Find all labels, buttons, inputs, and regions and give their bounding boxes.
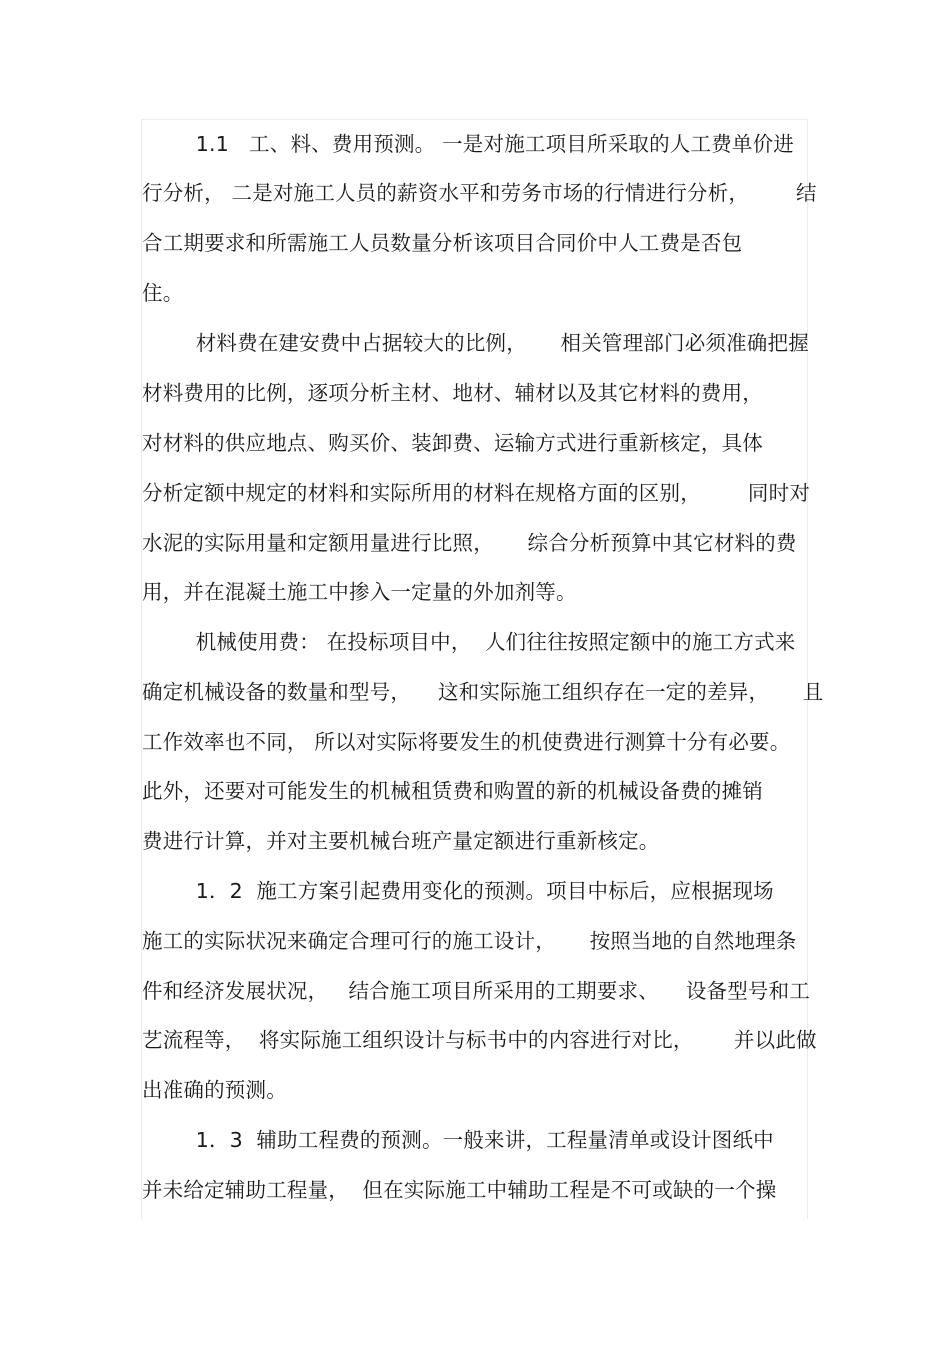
text-line: 合工期要求和所需施工人员数量分析该项目合同价中人工费是否包 xyxy=(142,231,743,255)
text-line: 水泥的实际用量和定额用量进行比照， 综合分析预算中其它材料的费 xyxy=(142,531,797,555)
text-line: 住。 xyxy=(142,281,184,305)
text-line: 费进行计算，并对主要机械台班产量定额进行重新核定。 xyxy=(142,829,660,853)
document-page xyxy=(141,119,824,1219)
text-line: 材料费在建安费中占据较大的比例， 相关管理部门必须准确把握 xyxy=(142,331,809,355)
text-line: 对材料的供应地点、购买价、装卸费、运输方式进行重新核定，具体 xyxy=(142,431,763,455)
text-line: 1．2 施工方案引起费用变化的预测。项目中标后，应根据现场 xyxy=(142,879,774,903)
text-line: 分析定额中规定的材料和实际所用的材料在规格方面的区别， 同时对 xyxy=(142,481,811,505)
text-line: 工作效率也不同， 所以对实际将要发生的机使费进行测算十分有必要。 xyxy=(142,730,791,754)
text-line: 1．3 辅助工程费的预测。一般来讲，工程量清单或设计图纸中 xyxy=(142,1128,774,1152)
text-line: 1.1 工、料、费用预测。 一是对施工项目所采取的人工费单价进 xyxy=(142,132,794,156)
text-line: 机械使用费： 在投标项目中， 人们往往按照定额中的施工方式来 xyxy=(142,630,796,654)
text-line: 件和经济发展状况， 结合施工项目所采用的工期要求、 设备型号和工 xyxy=(142,979,811,1003)
text-line: 材料费用的比例，逐项分析主材、地材、辅材以及其它材料的费用， xyxy=(142,381,763,405)
text-line: 用，并在混凝土施工中掺入一定量的外加剂等。 xyxy=(142,580,577,604)
text-line: 施工的实际状况来确定合理可行的施工设计， 按照当地的自然地理条 xyxy=(142,929,797,953)
text-line: 确定机械设备的数量和型号， 这和实际施工组织存在一定的差异， 且 xyxy=(142,680,824,704)
text-line: 并未给定辅助工程量， 但在实际施工中辅助工程是不可或缺的一个操 xyxy=(142,1178,777,1202)
text-line: 行分析， 二是对施工人员的薪资水平和劳务市场的行情进行分析， 结 xyxy=(142,181,817,205)
text-line: 艺流程等， 将实际施工组织设计与标书中的内容进行对比， 并以此做 xyxy=(142,1028,817,1052)
text-line: 出准确的预测。 xyxy=(142,1078,287,1102)
text-line: 此外，还要对可能发生的机械租赁费和购置的新的机械设备费的摊销 xyxy=(142,779,763,803)
